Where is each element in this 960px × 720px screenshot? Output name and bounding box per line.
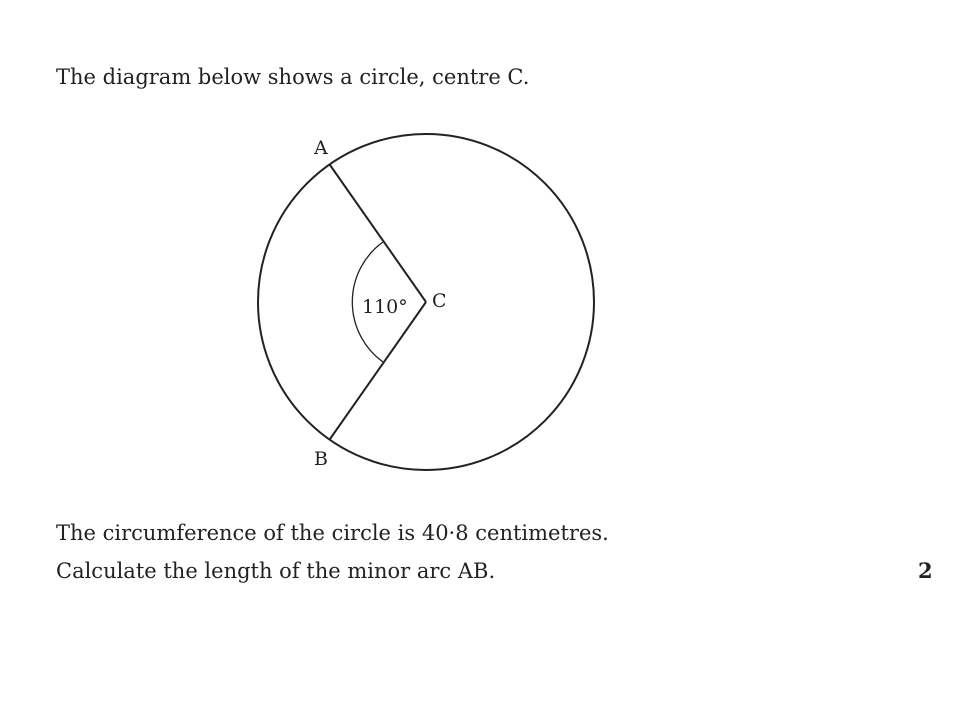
intro-text: The diagram below shows a circle, centre C. xyxy=(56,65,530,89)
circumference-text: The circumference of the circle is 40·8 centimetres. xyxy=(56,521,609,545)
marks-value: 2 xyxy=(918,558,933,583)
point-a-label: A xyxy=(314,137,328,159)
angle-label: 110° xyxy=(362,296,408,318)
radius-cb xyxy=(330,302,426,439)
point-b-label: B xyxy=(314,448,328,470)
question-text: Calculate the length of the minor arc AB. xyxy=(56,559,496,583)
radius-ca xyxy=(330,165,426,302)
centre-label: C xyxy=(432,290,447,312)
